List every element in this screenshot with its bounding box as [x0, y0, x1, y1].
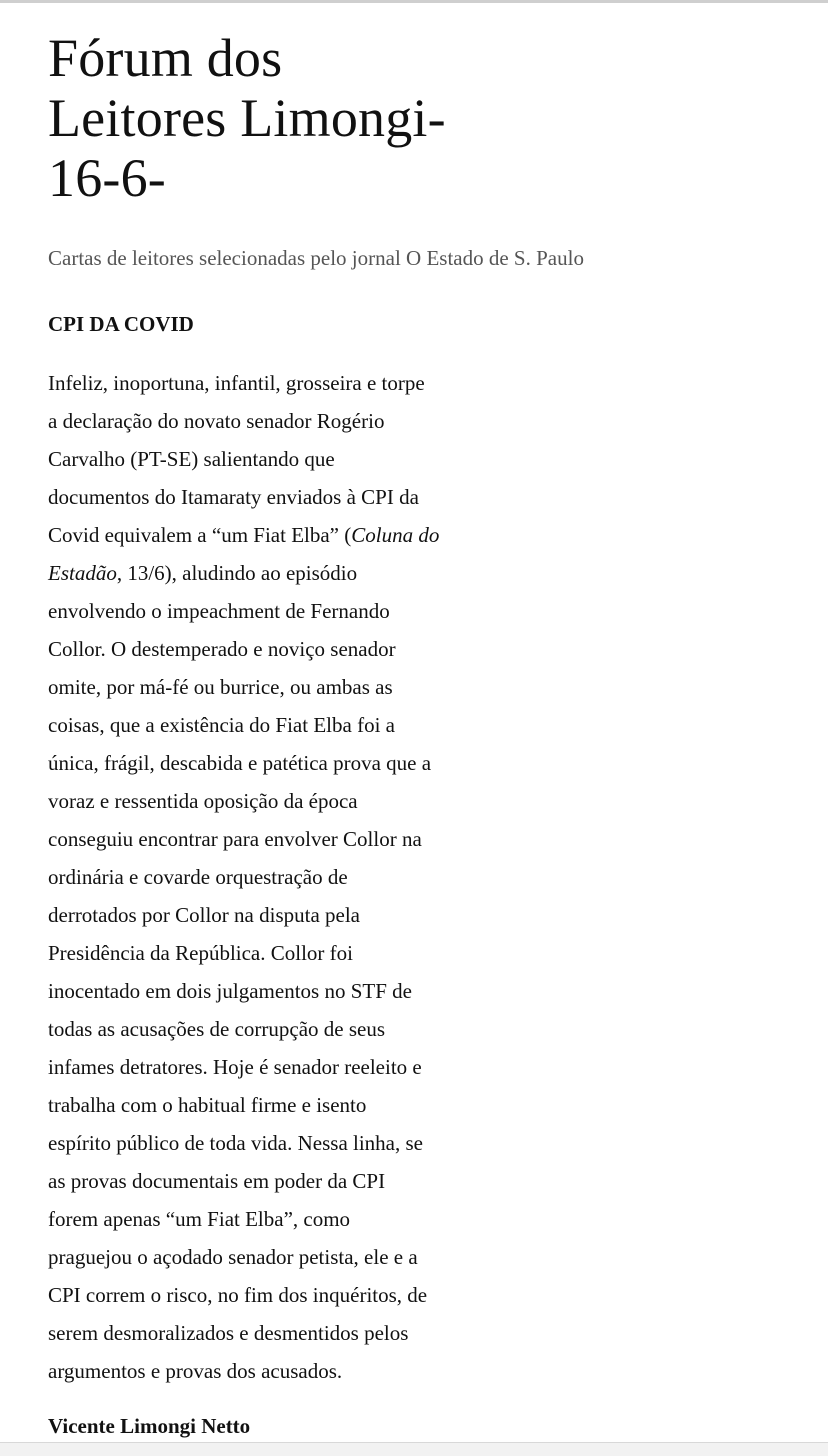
title-line: Leitores Limongi- [48, 88, 446, 148]
body-line: conseguiu encontrar para envolver Collor na [48, 827, 422, 851]
body-line: todas as acusações de corrupção de seus [48, 1017, 386, 1041]
letter-author: Vicente Limongi Netto [48, 1414, 251, 1438]
section-heading: CPI DA COVID [48, 312, 194, 336]
body-line [48, 554, 488, 592]
title-line: Fórum dos [48, 28, 283, 88]
body-line: argumentos e provas dos acusados. [48, 1359, 343, 1383]
body-line: CPI correm o risco, no fim dos inquéritos, de [48, 1283, 428, 1307]
body-line: ordinária e covarde orquestração de [48, 865, 348, 889]
body-line: Presidência da República. Collor foi [48, 941, 354, 965]
body-text-segment: , 13/6), aludindo ao episódio [116, 561, 358, 585]
body-line: forem apenas “um Fiat Elba”, como [48, 1207, 351, 1231]
body-line: única, frágil, descabida e patética prova que a [48, 751, 432, 775]
bottom-divider [0, 1442, 828, 1456]
body-line: omite, por má-fé ou burrice, ou ambas as [48, 675, 393, 699]
article-title [48, 28, 488, 208]
body-text-segment: Covid equivalem a “um Fiat Elba” ( [48, 523, 352, 547]
top-divider [0, 0, 828, 3]
body-line: coisas, que a existência do Fiat Elba foi a [48, 713, 395, 737]
article-subtitle: Cartas de leitores selecionadas pelo jornal O Estado de S. Paulo [48, 246, 584, 270]
body-line [48, 516, 488, 554]
body-line: inocentado em dois julgamentos no STF de [48, 979, 412, 1003]
title-line: 16-6- [48, 148, 166, 208]
letter-body [48, 364, 488, 1390]
body-line: infames detratores. Hoje é senador reeleito e [48, 1055, 422, 1079]
body-line: derrotados por Collor na disputa pela [48, 903, 361, 927]
newspaper-name-italic: Estadão [48, 561, 117, 585]
body-line: praguejou o açodado senador petista, ele e a [48, 1245, 418, 1269]
body-line: Collor. O destemperado e noviço senador [48, 637, 396, 661]
body-line: documentos do Itamaraty enviados à CPI da [48, 485, 419, 509]
article [48, 28, 584, 1440]
body-line: voraz e ressentida oposição da época [48, 789, 358, 813]
body-line: trabalha com o habitual firme e isento [48, 1093, 367, 1117]
body-line: espírito público de toda vida. Nessa linha, se [48, 1131, 423, 1155]
body-line: Infeliz, inoportuna, infantil, grosseira e torpe [48, 371, 425, 395]
body-line: a declaração do novato senador Rogério [48, 409, 385, 433]
column-name-italic: Coluna do [351, 523, 440, 547]
body-line: Carvalho (PT-SE) salientando que [48, 447, 335, 471]
body-line: envolvendo o impeachment de Fernando [48, 599, 390, 623]
body-line: serem desmoralizados e desmentidos pelos [48, 1321, 409, 1345]
body-line: as provas documentais em poder da CPI [48, 1169, 386, 1193]
